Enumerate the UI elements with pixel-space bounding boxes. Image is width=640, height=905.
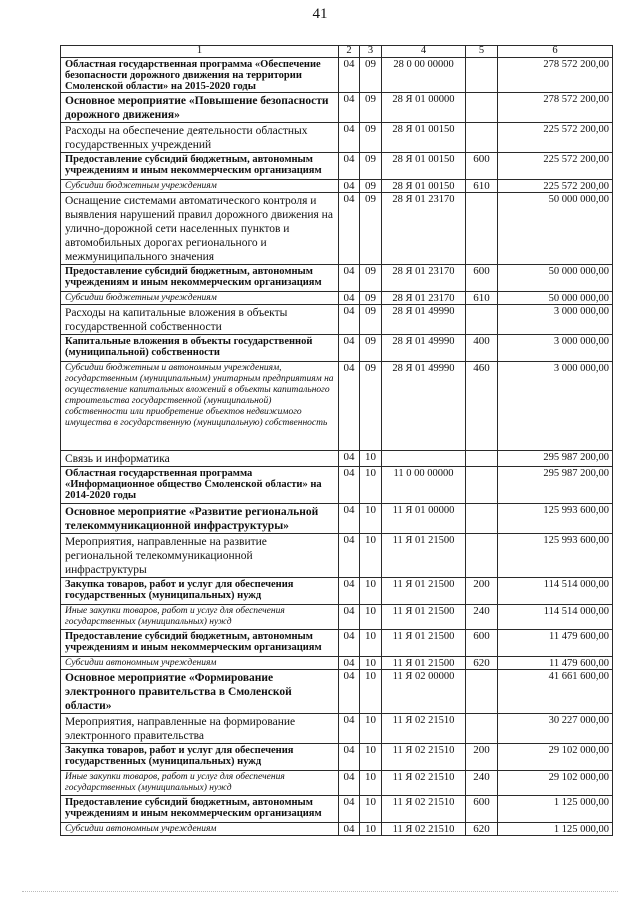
row-expense-type: 400 <box>466 335 498 362</box>
row-amount: 50 000 000,00 <box>498 193 613 265</box>
row-code-subsection: 10 <box>360 504 382 534</box>
row-code-section: 04 <box>339 714 360 744</box>
table-row <box>61 335 613 362</box>
row-description: Предоставление субсидий бюджетным, автономным учреждениям и иным некоммерческим организациям <box>61 265 339 292</box>
row-code-subsection: 10 <box>360 605 382 630</box>
row-code-subsection: 09 <box>360 153 382 180</box>
row-target-article: 28 Я 01 00150 <box>382 180 466 193</box>
table-row <box>61 578 613 605</box>
row-target-article: 11 Я 02 21510 <box>382 744 466 771</box>
row-amount: 3 000 000,00 <box>498 305 613 335</box>
row-expense-type: 610 <box>466 292 498 305</box>
row-code-section: 04 <box>339 605 360 630</box>
row-code-section: 04 <box>339 180 360 193</box>
row-amount: 50 000 000,00 <box>498 265 613 292</box>
row-target-article: 11 Я 01 21500 <box>382 630 466 657</box>
row-expense-type: 620 <box>466 823 498 836</box>
row-description: Мероприятия, направленные на развитие региональной телекоммуникационной инфраструктуры <box>61 534 339 578</box>
row-target-article: 28 Я 01 00150 <box>382 123 466 153</box>
row-amount: 278 572 200,00 <box>498 93 613 123</box>
row-code-section: 04 <box>339 193 360 265</box>
row-expense-type: 610 <box>466 180 498 193</box>
row-code-subsection: 09 <box>360 335 382 362</box>
header-cell: 5 <box>466 46 498 58</box>
row-amount: 29 102 000,00 <box>498 771 613 796</box>
row-code-section: 04 <box>339 93 360 123</box>
table-row <box>61 605 613 630</box>
row-target-article: 11 Я 02 21510 <box>382 823 466 836</box>
row-amount: 29 102 000,00 <box>498 744 613 771</box>
row-code-subsection: 10 <box>360 534 382 578</box>
row-expense-type <box>466 93 498 123</box>
header-cell: 1 <box>61 46 339 58</box>
row-target-article: 28 Я 01 49990 <box>382 305 466 335</box>
row-code-subsection: 10 <box>360 578 382 605</box>
row-expense-type: 600 <box>466 265 498 292</box>
row-expense-type: 200 <box>466 744 498 771</box>
row-description: Мероприятия, направленные на формирование электронного правительства <box>61 714 339 744</box>
row-code-subsection: 10 <box>360 771 382 796</box>
row-code-subsection: 10 <box>360 796 382 823</box>
row-code-subsection: 10 <box>360 714 382 744</box>
row-code-subsection: 09 <box>360 292 382 305</box>
row-description: Субсидии автономным учреждениям <box>61 657 339 670</box>
row-expense-type: 240 <box>466 771 498 796</box>
row-target-article: 11 Я 02 21510 <box>382 714 466 744</box>
table-row <box>61 670 613 714</box>
row-expense-type <box>466 504 498 534</box>
row-expense-type <box>466 123 498 153</box>
row-amount: 225 572 200,00 <box>498 123 613 153</box>
row-description: Закупка товаров, работ и услуг для обеспечения государственных (муниципальных) нужд <box>61 578 339 605</box>
row-expense-type <box>466 451 498 467</box>
row-code-section: 04 <box>339 451 360 467</box>
row-code-section: 04 <box>339 670 360 714</box>
row-target-article: 11 Я 02 21510 <box>382 796 466 823</box>
table-row <box>61 630 613 657</box>
row-target-article: 28 Я 01 23170 <box>382 193 466 265</box>
row-target-article: 28 Я 01 00150 <box>382 153 466 180</box>
table-row <box>61 93 613 123</box>
row-code-subsection: 09 <box>360 305 382 335</box>
row-code-section: 04 <box>339 305 360 335</box>
row-code-subsection: 10 <box>360 670 382 714</box>
row-description: Предоставление субсидий бюджетным, автономным учреждениям и иным некоммерческим организациям <box>61 153 339 180</box>
row-target-article: 28 0 00 00000 <box>382 58 466 93</box>
row-expense-type: 620 <box>466 657 498 670</box>
table-row <box>61 265 613 292</box>
row-expense-type: 460 <box>466 362 498 451</box>
header-cell: 2 <box>339 46 360 58</box>
table-row <box>61 823 613 836</box>
row-description: Капитальные вложения в объекты государственной (муниципальной) собственности <box>61 335 339 362</box>
table-row <box>61 362 613 451</box>
row-target-article <box>382 451 466 467</box>
row-amount: 114 514 000,00 <box>498 578 613 605</box>
row-code-section: 04 <box>339 657 360 670</box>
table-row <box>61 467 613 504</box>
row-description: Основное мероприятие «Повышение безопасности дорожного движения» <box>61 93 339 123</box>
row-code-subsection: 09 <box>360 180 382 193</box>
table-row <box>61 193 613 265</box>
row-code-section: 04 <box>339 823 360 836</box>
table-row <box>61 714 613 744</box>
row-target-article: 11 Я 01 21500 <box>382 605 466 630</box>
table-row <box>61 534 613 578</box>
row-amount: 114 514 000,00 <box>498 605 613 630</box>
row-amount: 3 000 000,00 <box>498 362 613 451</box>
row-code-subsection: 10 <box>360 744 382 771</box>
row-expense-type <box>466 714 498 744</box>
row-description: Субсидии автономным учреждениям <box>61 823 339 836</box>
row-code-subsection: 09 <box>360 265 382 292</box>
row-code-section: 04 <box>339 796 360 823</box>
row-expense-type: 600 <box>466 630 498 657</box>
header-cell: 3 <box>360 46 382 58</box>
row-amount: 295 987 200,00 <box>498 451 613 467</box>
row-target-article: 28 Я 01 23170 <box>382 265 466 292</box>
row-target-article: 11 Я 01 21500 <box>382 578 466 605</box>
row-code-section: 04 <box>339 578 360 605</box>
table-row <box>61 796 613 823</box>
row-description: Закупка товаров, работ и услуг для обеспечения государственных (муниципальных) нужд <box>61 744 339 771</box>
row-code-section: 04 <box>339 362 360 451</box>
row-code-subsection: 10 <box>360 630 382 657</box>
row-amount: 278 572 200,00 <box>498 58 613 93</box>
row-expense-type <box>466 670 498 714</box>
row-code-section: 04 <box>339 153 360 180</box>
table-row <box>61 305 613 335</box>
row-target-article: 11 Я 01 21500 <box>382 657 466 670</box>
row-code-section: 04 <box>339 744 360 771</box>
row-description: Областная государственная программа «Информационное общество Смоленской области» на 2014-2020 годы <box>61 467 339 504</box>
table-row <box>61 657 613 670</box>
table-row <box>61 123 613 153</box>
row-code-section: 04 <box>339 292 360 305</box>
row-target-article: 11 Я 02 21510 <box>382 771 466 796</box>
row-amount: 41 661 600,00 <box>498 670 613 714</box>
row-code-subsection: 09 <box>360 58 382 93</box>
row-description: Иные закупки товаров, работ и услуг для обеспечения государственных (муниципальных) нужд <box>61 771 339 796</box>
row-amount: 50 000 000,00 <box>498 292 613 305</box>
row-target-article: 11 0 00 00000 <box>382 467 466 504</box>
row-code-section: 04 <box>339 335 360 362</box>
table-row <box>61 504 613 534</box>
row-amount: 11 479 600,00 <box>498 657 613 670</box>
row-target-article: 28 Я 01 49990 <box>382 335 466 362</box>
row-code-section: 04 <box>339 58 360 93</box>
row-target-article: 28 Я 01 00000 <box>382 93 466 123</box>
row-expense-type: 200 <box>466 578 498 605</box>
row-code-section: 04 <box>339 504 360 534</box>
row-code-section: 04 <box>339 123 360 153</box>
row-description: Связь и информатика <box>61 451 339 467</box>
row-expense-type <box>466 58 498 93</box>
row-code-subsection: 09 <box>360 362 382 451</box>
row-code-section: 04 <box>339 534 360 578</box>
row-description: Предоставление субсидий бюджетным, автономным учреждениям и иным некоммерческим организациям <box>61 630 339 657</box>
row-code-section: 04 <box>339 265 360 292</box>
row-code-subsection: 09 <box>360 193 382 265</box>
row-amount: 11 479 600,00 <box>498 630 613 657</box>
row-amount: 125 993 600,00 <box>498 534 613 578</box>
budget-table-container <box>60 45 612 836</box>
row-description: Иные закупки товаров, работ и услуг для обеспечения государственных (муниципальных) нужд <box>61 605 339 630</box>
row-amount: 30 227 000,00 <box>498 714 613 744</box>
row-description: Областная государственная программа «Обеспечение безопасности дорожного движения на территории Смоленской области» на 2015-2020 годы <box>61 58 339 93</box>
row-description: Основное мероприятие «Развитие региональной телекоммуникационной инфраструктуры» <box>61 504 339 534</box>
row-expense-type <box>466 305 498 335</box>
row-amount: 225 572 200,00 <box>498 180 613 193</box>
table-row <box>61 58 613 93</box>
row-code-subsection: 10 <box>360 467 382 504</box>
row-expense-type: 240 <box>466 605 498 630</box>
table-row <box>61 292 613 305</box>
row-amount: 225 572 200,00 <box>498 153 613 180</box>
bottom-dotted-line <box>22 891 618 892</box>
row-expense-type <box>466 534 498 578</box>
row-expense-type <box>466 467 498 504</box>
row-amount: 1 125 000,00 <box>498 823 613 836</box>
row-target-article: 11 Я 02 00000 <box>382 670 466 714</box>
row-target-article: 28 Я 01 23170 <box>382 292 466 305</box>
row-code-subsection: 09 <box>360 123 382 153</box>
page-number: 41 <box>312 6 328 22</box>
row-description: Предоставление субсидий бюджетным, автономным учреждениям и иным некоммерческим организациям <box>61 796 339 823</box>
row-amount: 125 993 600,00 <box>498 504 613 534</box>
header-cell: 6 <box>498 46 613 58</box>
row-target-article: 11 Я 01 21500 <box>382 534 466 578</box>
row-description: Субсидии бюджетным учреждениям <box>61 292 339 305</box>
row-target-article: 11 Я 01 00000 <box>382 504 466 534</box>
table-row <box>61 744 613 771</box>
row-description: Основное мероприятие «Формирование электронного правительства в Смоленской области» <box>61 670 339 714</box>
row-amount: 1 125 000,00 <box>498 796 613 823</box>
row-expense-type <box>466 193 498 265</box>
row-description: Субсидии бюджетным учреждениям <box>61 180 339 193</box>
row-expense-type: 600 <box>466 153 498 180</box>
header-row <box>61 46 613 58</box>
row-amount: 3 000 000,00 <box>498 335 613 362</box>
row-description: Субсидии бюджетным и автономным учреждениям, государственным (муниципальным) унитарным предприятиям на осуществление капитальных вложений в объекты капитального строительства государственной (муниципальной) собственности или приобретение объектов недвижимого имущества в государственную (муниципальную) собственность <box>61 362 339 451</box>
row-amount: 295 987 200,00 <box>498 467 613 504</box>
table-row <box>61 771 613 796</box>
row-target-article: 28 Я 01 49990 <box>382 362 466 451</box>
row-code-section: 04 <box>339 467 360 504</box>
row-code-section: 04 <box>339 771 360 796</box>
budget-table <box>60 45 613 836</box>
table-row <box>61 153 613 180</box>
row-code-section: 04 <box>339 630 360 657</box>
header-cell: 4 <box>382 46 466 58</box>
table-row <box>61 451 613 467</box>
row-description: Расходы на обеспечение деятельности областных государственных учреждений <box>61 123 339 153</box>
row-code-subsection: 10 <box>360 823 382 836</box>
row-code-subsection: 10 <box>360 657 382 670</box>
row-description: Расходы на капитальные вложения в объекты государственной собственности <box>61 305 339 335</box>
row-description: Оснащение системами автоматического контроля и выявления нарушений правил дорожного движения на улично-дорожной сети населенных пунктов и автомобильных дорогах регионального и межмуниципального значения <box>61 193 339 265</box>
table-row <box>61 180 613 193</box>
row-code-subsection: 10 <box>360 451 382 467</box>
row-code-subsection: 09 <box>360 93 382 123</box>
row-expense-type: 600 <box>466 796 498 823</box>
